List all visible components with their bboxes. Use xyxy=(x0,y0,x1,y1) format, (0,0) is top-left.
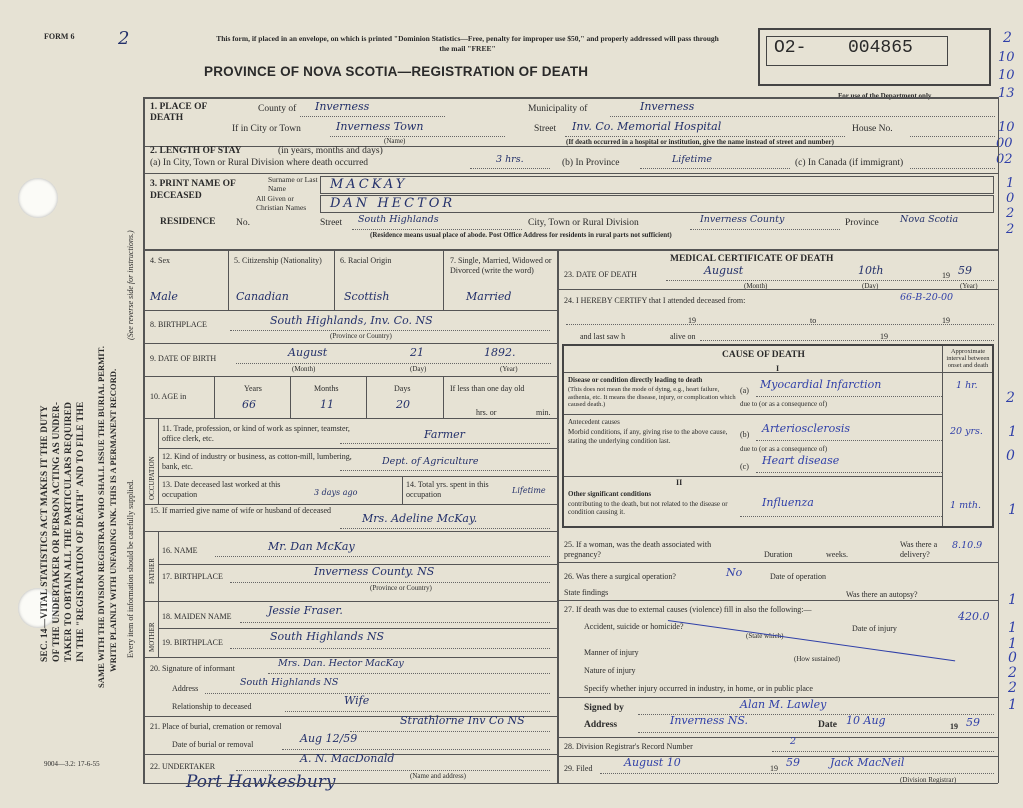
other-conditions-line xyxy=(740,516,942,517)
mother-birthplace: South Highlands NS xyxy=(270,630,384,643)
direct-cause-label: Disease or condition directly leading to death xyxy=(568,376,703,384)
dob-line xyxy=(236,363,551,364)
age-col-1 xyxy=(214,376,215,418)
signer-date: 10 Aug xyxy=(846,714,886,727)
name-heading: 3. PRINT NAME OF DECEASED xyxy=(150,179,236,201)
surname-label: Surname or Last Name xyxy=(268,175,318,193)
form-handwritten-mark: 2 xyxy=(118,28,130,49)
stay-b-value: Lifetime xyxy=(672,154,712,165)
marital-label: 7. Single, Married, Widowed or Divorced (write the word) xyxy=(450,256,552,275)
attended-line xyxy=(566,324,994,325)
relationship-value: Wife xyxy=(344,694,370,707)
death-day: 10th xyxy=(858,264,884,277)
side-instruction-4: IN THE "REGISTRATION OF DEATH" AND TO FILE THE xyxy=(76,401,86,662)
death-month: August xyxy=(704,264,744,277)
margin-code-9: 0 xyxy=(1006,191,1015,206)
mother-name-line xyxy=(240,622,550,623)
registration-number: 004865 xyxy=(848,38,913,58)
injury-date-label: Date of injury xyxy=(852,624,897,633)
municipality-value: Inverness xyxy=(640,100,695,113)
operation-date-label: Date of operation xyxy=(770,572,826,581)
side-instruction-7: Every item of information should be carefully supplied. xyxy=(126,479,135,658)
age-col-3 xyxy=(366,376,367,418)
father-side-label: FATHER xyxy=(148,558,156,584)
cause-a-line xyxy=(756,396,942,397)
row-18-divider xyxy=(158,628,557,629)
informant-address: South Highlands NS xyxy=(240,677,339,688)
side-instruction-3: TAKER TO OBTAIN ALL THE PARTICULARS REQUIRED xyxy=(64,401,74,662)
side-instruction-1: SEC. 14—VITAL STATISTICS ACT MAKES IT THE DUTY xyxy=(40,405,50,662)
age-col-2 xyxy=(290,376,291,418)
filed-year-prefix: 19 xyxy=(770,764,778,773)
residence-street-line xyxy=(352,229,522,230)
birthplace-line xyxy=(230,330,550,331)
dob-month-sub: (Month) xyxy=(292,365,316,373)
residence-street: South Highlands xyxy=(358,214,439,225)
racial-divider xyxy=(443,250,444,310)
autopsy-label: Was there an autopsy? xyxy=(846,590,918,599)
cause-c-line xyxy=(756,472,942,473)
municipality-label: Municipality of xyxy=(528,104,588,114)
stay-c-line xyxy=(910,168,995,169)
interval-header: Approximate interval between onset and death xyxy=(946,348,990,369)
row-13-divider xyxy=(143,504,557,505)
margin-code-10: 2 xyxy=(1006,206,1015,221)
residence-label: RESIDENCE xyxy=(160,217,216,227)
dob-year: 1892. xyxy=(484,346,516,359)
father-birthplace: Inverness County. NS xyxy=(314,565,435,578)
informant-label: 20. Signature of informant xyxy=(150,664,235,673)
margin-code-1: 2 xyxy=(1003,30,1012,46)
occupation-q14: 14. Total yrs. spent in this occupation xyxy=(406,480,489,499)
undertaker-name: A. N. MacDonald xyxy=(300,752,395,765)
specify-label: Specify whether injury occurred in industry, in home, or in public place xyxy=(584,684,813,693)
record-number-line xyxy=(772,751,994,752)
undertaker-line xyxy=(236,770,550,771)
filed-year: 59 xyxy=(786,756,800,769)
given-value: DAN HECTOR xyxy=(330,196,456,211)
street-value: Inv. Co. Memorial Hospital xyxy=(572,120,722,133)
occupation-side-divider xyxy=(158,418,159,504)
signed-by-value: Alan M. Lawley xyxy=(740,698,827,711)
cause-roman-2: II xyxy=(676,478,683,487)
signer-address: Inverness NS. xyxy=(670,714,749,727)
age-hrs: hrs. or xyxy=(476,408,497,417)
section-2-divider xyxy=(143,173,998,174)
signer-year-prefix: 19 xyxy=(950,722,958,731)
side-instruction-6: WRITE PLAINLY WITH UNFADING INK. THIS IS A PERMANENT RECORD. xyxy=(108,368,118,672)
occupation-q14-divider xyxy=(402,476,403,504)
side-instruction-2: OF THE UNDERTAKER OR PERSON ACTING AS UNDER- xyxy=(52,401,62,662)
stay-heading: 2. LENGTH OF STAY xyxy=(150,146,242,156)
spouse-label: 15. If married give name of wife or husband of deceased xyxy=(150,506,332,515)
age-col-4 xyxy=(443,376,444,418)
residence-province: Nova Scotia xyxy=(900,214,959,225)
antecedent-note: Morbid conditions, if any, giving rise to the above cause, stating the underlying condition last. xyxy=(568,428,728,445)
racial-value: Scottish xyxy=(344,290,390,303)
stay-a-label: (a) In City, Town or Rural Division where death occurred xyxy=(150,158,369,168)
row-23-divider xyxy=(557,289,998,290)
cause-c-marker: (c) xyxy=(740,462,749,471)
row-4-7-divider xyxy=(143,310,557,311)
father-side-divider xyxy=(158,531,159,601)
county-line xyxy=(300,116,445,117)
last-saw-line xyxy=(700,340,994,341)
age-less-than-day: If less than one day old xyxy=(450,384,525,393)
signer-date-label: Date xyxy=(818,720,837,730)
medical-heading: MEDICAL CERTIFICATE OF DEATH xyxy=(670,254,834,264)
city-line xyxy=(330,136,505,137)
row-12-divider xyxy=(158,476,557,477)
birthplace-sub: (Province or Country) xyxy=(330,332,392,340)
age-label: 10. AGE in xyxy=(150,392,187,401)
row-17-divider xyxy=(143,601,557,602)
father-birthplace-sub: (Province or Country) xyxy=(370,584,432,592)
margin-code-16: 1 xyxy=(1008,592,1017,608)
antecedent-label: Antecedent causes xyxy=(568,418,620,426)
city-value: Inverness Town xyxy=(336,120,424,133)
cause-a-marker: (a) xyxy=(740,386,749,395)
residence-division: Inverness County xyxy=(700,214,785,225)
postal-note: This form, if placed in an envelope, on which is printed "Dominion Statistics—Free, penalty for improper use $50," and properly addressed will pass through the mail "FREE" xyxy=(216,34,719,53)
relationship-label: Relationship to deceased xyxy=(172,702,252,711)
age-years: 66 xyxy=(242,398,256,411)
dob-month: August xyxy=(288,346,328,359)
department-note: For use of the Department only xyxy=(838,92,932,100)
other-conditions-label: Other significant conditions xyxy=(568,490,652,498)
burial-date-line xyxy=(282,749,550,750)
occupation-last-worked: 3 days ago xyxy=(314,488,358,497)
mother-name: Jessie Fraser. xyxy=(268,604,343,617)
stay-a-line xyxy=(470,168,550,169)
burial-place: Strathlorne Inv Co NS xyxy=(400,714,525,727)
age-min: min. xyxy=(536,408,551,417)
death-day-sub: (Day) xyxy=(862,282,879,290)
filed-label: 29. Filed xyxy=(564,764,593,773)
row-26-divider xyxy=(557,600,998,601)
binder-hole-top xyxy=(18,178,58,218)
undertaker-sub: (Name and address) xyxy=(410,772,466,780)
sex-label: 4. Sex xyxy=(150,256,170,265)
margin-code-15: 1 xyxy=(1008,502,1017,518)
record-number-label: 28. Division Registrar's Record Number xyxy=(564,742,693,751)
occupation-q11: 11. Trade, profession, or kind of work as spinner, teamster, office clerk, etc. xyxy=(162,424,350,443)
occupation-total-years: Lifetime xyxy=(512,486,546,495)
last-saw-year: 19 xyxy=(880,332,888,341)
informant-signature: Mrs. Dan. Hector MacKay xyxy=(278,658,404,669)
record-number: 2 xyxy=(790,736,797,747)
operation-label: 26. Was there a surgical operation? xyxy=(564,572,676,581)
cause-c-value: Heart disease xyxy=(762,454,840,467)
direct-cause-divider xyxy=(564,414,942,415)
margin-code-18: 1 xyxy=(1008,636,1017,652)
pregnancy-label: 25. If a woman, was the death associated with pregnancy? xyxy=(564,540,712,559)
city-label: If in City or Town xyxy=(232,124,301,134)
informant-signature-line xyxy=(268,673,550,674)
form-right-border xyxy=(998,97,999,783)
pregnancy-weeks-label: weeks. xyxy=(826,550,848,559)
given-label: All Given or Christian Names xyxy=(256,194,307,212)
age-years-label: Years xyxy=(244,384,262,393)
findings-label: State findings xyxy=(564,588,609,597)
age-days: 20 xyxy=(396,398,410,411)
racial-label: 6. Racial Origin xyxy=(340,256,392,265)
signed-by-label: Signed by xyxy=(584,703,624,713)
father-birthplace-line xyxy=(230,582,550,583)
stay-b-line xyxy=(640,168,790,169)
pregnancy-code: 8.10.9 xyxy=(952,540,983,551)
direct-cause-note: (This does not mean the mode of dying, e.g., heart failure, asthenia, etc. It means the disease, injury, or complication which caused death.) xyxy=(568,386,736,408)
stay-c-label: (c) In Canada (if immigrant) xyxy=(795,158,904,168)
place-heading-text: 1. PLACE OF DEATH xyxy=(150,102,207,123)
citizenship-divider xyxy=(334,250,335,310)
municipality-line xyxy=(610,116,995,117)
mother-side-label: MOTHER xyxy=(148,622,156,652)
father-name: Mr. Dan McKay xyxy=(268,540,355,553)
pregnancy-duration-label: Duration xyxy=(764,550,793,559)
interval-column-divider xyxy=(942,346,943,526)
row-15-divider xyxy=(143,531,557,532)
filed-line xyxy=(600,773,994,774)
residence-province-label: Province xyxy=(845,218,879,228)
informant-address-line xyxy=(205,693,550,694)
house-label: House No. xyxy=(852,124,893,134)
street-label: Street xyxy=(534,124,557,134)
section-3-divider xyxy=(143,249,998,251)
row-11-divider xyxy=(158,448,557,449)
attended-to-label: to xyxy=(810,316,817,325)
occupation-side-label: OCCUPATION xyxy=(148,456,156,500)
registrar-signature: Jack MacNeil xyxy=(830,756,905,769)
stay-sub: (in years, months and days) xyxy=(278,146,383,156)
street-line xyxy=(565,136,845,137)
manner-label: Manner of injury xyxy=(584,648,639,657)
page-title: PROVINCE OF NOVA SCOTIA—REGISTRATION OF DEATH xyxy=(204,64,589,79)
registrar-sub: (Division Registrar) xyxy=(900,776,957,784)
row-10-divider xyxy=(143,418,557,419)
burial-date-label: Date of burial or removal xyxy=(172,740,254,749)
operation-value: No xyxy=(726,566,743,579)
dob-year-sub: (Year) xyxy=(500,365,518,373)
cause-b-line xyxy=(756,440,942,441)
filed-date: August 10 xyxy=(624,756,681,769)
surname-value: MACKAY xyxy=(330,177,408,192)
signer-address-line xyxy=(638,732,994,733)
informant-address-label: Address xyxy=(172,684,199,693)
undertaker-address: Port Hawkesbury xyxy=(186,772,336,792)
row-signed-divider xyxy=(557,737,998,738)
row-25-divider xyxy=(557,562,998,563)
relationship-line xyxy=(285,711,550,712)
attended-from-year: 19 xyxy=(688,316,696,325)
cause-a-due-to: due to (or as a consequence of) xyxy=(740,400,828,408)
hospital-note: (If death occurred in a hospital or institution, give the name instead of street and number) xyxy=(566,138,834,146)
certify-code: 66-B-20-00 xyxy=(900,292,954,303)
margin-code-17: 1 xyxy=(1008,620,1017,636)
print-code: 9004—3.2: 17-6-55 xyxy=(44,760,100,768)
cause-roman-1: I xyxy=(776,364,780,373)
occupation-q12: 12. Kind of industry or business, as cotton-mill, lumbering, bank, etc. xyxy=(162,452,352,471)
city-name-sub: (Name) xyxy=(384,137,406,145)
sex-divider xyxy=(228,250,229,310)
margin-code-3: 10 xyxy=(998,68,1015,83)
nature-label: Nature of injury xyxy=(584,666,636,675)
external-causes-label: 27. If death was due to external causes (violence) fill in also the following:— xyxy=(564,605,812,614)
form-top-border xyxy=(143,97,998,99)
age-months: 11 xyxy=(320,398,334,411)
mother-birthplace-label: 19. BIRTHPLACE xyxy=(162,638,223,647)
undertaker-label: 22. UNDERTAKER xyxy=(150,762,216,771)
dob-label: 9. DATE OF BIRTH xyxy=(150,354,217,363)
age-months-label: Months xyxy=(314,384,339,393)
father-birthplace-label: 17. BIRTHPLACE xyxy=(162,572,223,581)
other-conditions-value: Influenza xyxy=(762,496,814,509)
margin-code-22: 1 xyxy=(1008,697,1017,713)
margin-code-7: 02 xyxy=(996,152,1013,167)
cause-a-value: Myocardial Infarction xyxy=(760,378,882,391)
residence-no-label: No. xyxy=(236,218,250,228)
form-label: FORM 6 xyxy=(44,32,75,41)
death-date-line xyxy=(666,280,994,281)
death-year-prefix: 19 xyxy=(942,271,950,280)
dob-day-sub: (Day) xyxy=(410,365,427,373)
external-causes-code: 420.0 xyxy=(958,610,990,623)
occupation-trade-line xyxy=(340,443,550,444)
occupation-industry-line xyxy=(340,470,550,471)
occupation-industry: Dept. of Agriculture xyxy=(382,456,479,467)
margin-code-2: 10 xyxy=(998,50,1015,65)
county-value: Inverness xyxy=(315,100,370,113)
antecedent-divider xyxy=(564,476,942,477)
other-conditions-interval: 1 mth. xyxy=(950,500,982,511)
margin-code-20: 2 xyxy=(1008,665,1017,681)
signer-year: 59 xyxy=(966,716,980,729)
father-name-line xyxy=(215,556,550,557)
margin-code-11: 2 xyxy=(1006,222,1015,237)
mother-birthplace-line xyxy=(230,648,550,649)
house-line xyxy=(910,136,995,137)
death-year: 59 xyxy=(958,264,972,277)
occupation-trade: Farmer xyxy=(424,428,465,441)
side-instruction-5: SAME WITH THE DIVISION REGISTRAR WHO SHALL ISSUE THE BURIAL PERMIT. xyxy=(96,346,106,688)
cause-header-divider xyxy=(564,372,992,373)
margin-code-21: 2 xyxy=(1008,680,1017,696)
cause-b-marker: (b) xyxy=(740,430,750,439)
place-of-death-heading xyxy=(150,102,220,124)
sex-value: Male xyxy=(150,290,178,303)
margin-code-6: 00 xyxy=(996,136,1013,151)
state-which-sub: (State which) xyxy=(746,632,784,640)
signer-address-label: Address xyxy=(584,720,618,730)
mother-name-label: 18. MAIDEN NAME xyxy=(162,612,232,621)
cause-b-interval: 20 yrs. xyxy=(950,426,983,437)
form-center-divider xyxy=(557,250,559,783)
margin-code-13: 0 xyxy=(1006,448,1015,464)
certify-label: 24. I HEREBY CERTIFY that I attended deceased from: xyxy=(564,296,746,305)
death-month-sub: (Month) xyxy=(744,282,768,290)
age-days-label: Days xyxy=(394,384,411,393)
surname-box xyxy=(320,176,994,194)
birthplace-label: 8. BIRTHPLACE xyxy=(150,320,207,329)
alive-on-label: alive on xyxy=(670,332,696,341)
marital-value: Married xyxy=(466,290,512,303)
how-sustained-sub: (How sustained) xyxy=(794,655,841,663)
registration-number-box xyxy=(758,28,991,86)
cause-heading: CAUSE OF DEATH xyxy=(722,350,805,360)
death-year-sub: (Year) xyxy=(960,282,978,290)
section-1-divider xyxy=(143,146,998,147)
stay-b-label: (b) In Province xyxy=(562,158,620,168)
burial-label: 21. Place of burial, cremation or removal xyxy=(150,722,282,731)
citizenship-label: 5. Citizenship (Nationality) xyxy=(234,256,322,265)
other-conditions-note: contributing to the death, but not related to the disease or condition causing it. xyxy=(568,500,728,516)
registration-prefix: O2- xyxy=(774,38,807,58)
form-left-border xyxy=(143,97,145,783)
occupation-q13: 13. Date deceased last worked at this occupation xyxy=(162,480,281,499)
dob-day: 21 xyxy=(410,346,424,359)
spouse-name: Mrs. Adeline McKay. xyxy=(362,512,478,525)
side-instruction-8: (See reverse side for instructions.) xyxy=(126,230,135,340)
death-date-label: 23. DATE OF DEATH xyxy=(564,270,637,279)
accident-label: Accident, suicide or homicide? xyxy=(584,622,684,631)
burial-date: Aug 12/59 xyxy=(300,732,358,745)
father-name-label: 16. NAME xyxy=(162,546,198,555)
residence-division-line xyxy=(690,229,840,230)
margin-code-12: 2 xyxy=(1006,390,1015,406)
residence-street-label: Street xyxy=(320,218,343,228)
margin-code-4: 13 xyxy=(998,86,1015,101)
margin-code-5: 10 xyxy=(998,120,1015,135)
cause-a-interval: 1 hr. xyxy=(956,380,978,391)
margin-code-14: 1 xyxy=(1008,424,1017,440)
cause-b-value: Arteriosclerosis xyxy=(762,422,851,435)
county-label: County of xyxy=(258,104,297,114)
cause-b-due-to: due to (or as a consequence of) xyxy=(740,445,828,453)
mother-side-divider xyxy=(158,601,159,657)
residence-note: (Residence means usual place of abode. Post Office Address for residents in rural parts not sufficient) xyxy=(370,231,672,239)
burial-place-line xyxy=(350,731,550,732)
spouse-line xyxy=(340,528,550,529)
form-bottom-border xyxy=(143,783,998,784)
residence-division-label: City, Town or Rural Division xyxy=(528,218,639,228)
row-9-divider xyxy=(143,376,557,377)
citizenship-value: Canadian xyxy=(236,290,289,303)
margin-code-8: 1 xyxy=(1006,176,1015,191)
delivery-label: Was there a delivery? xyxy=(900,540,938,559)
birthplace-value: South Highlands, Inv. Co. NS xyxy=(270,314,433,327)
attended-to-year: 19 xyxy=(942,316,950,325)
stay-a-value: 3 hrs. xyxy=(496,154,524,165)
margin-code-19: 0 xyxy=(1008,650,1017,666)
last-saw-label: and last saw h xyxy=(580,332,626,341)
row-8-divider xyxy=(143,343,557,344)
